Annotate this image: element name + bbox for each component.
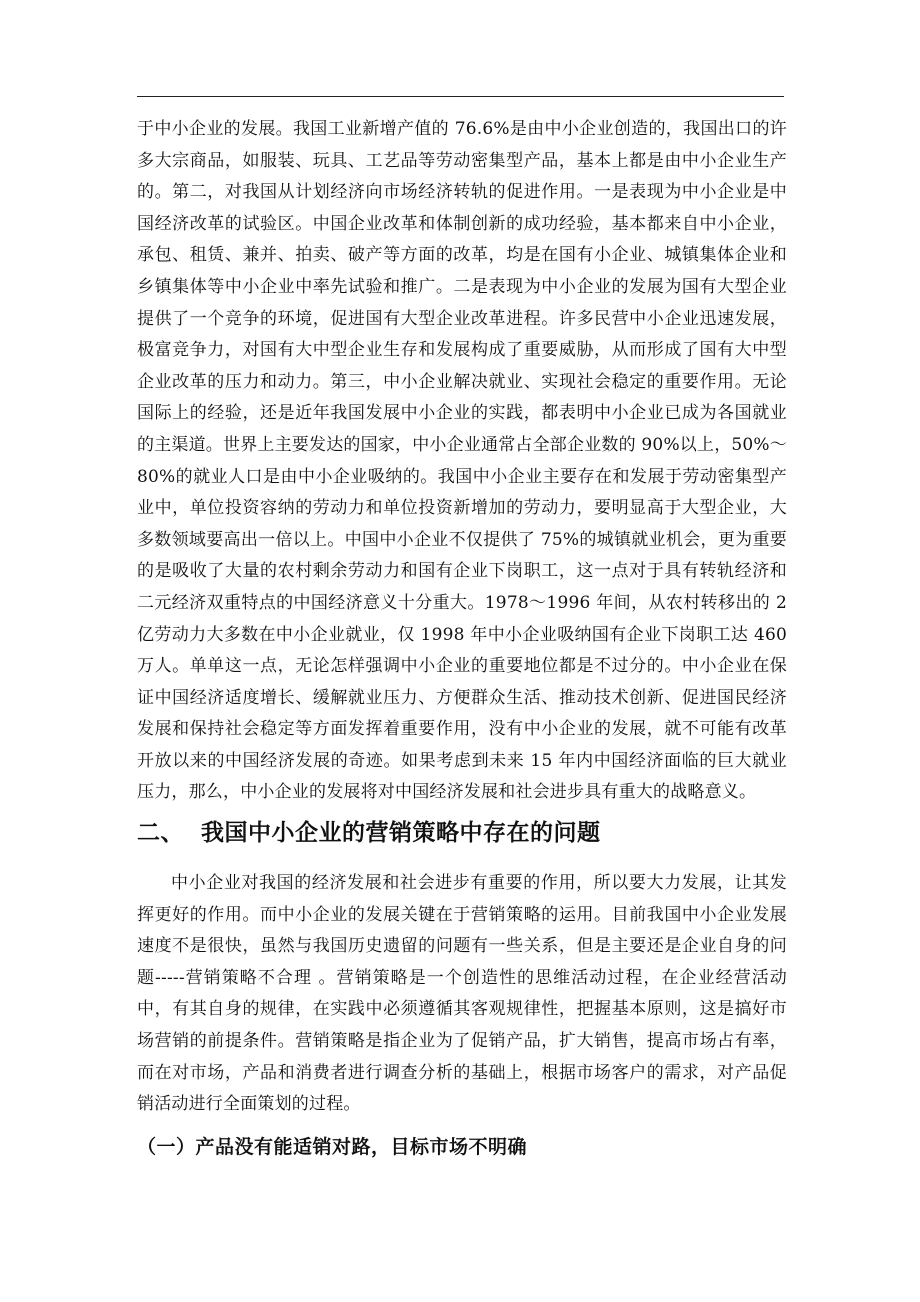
- body-paragraph-2: 中小企业对我国的经济发展和社会进步有重要的作用，所以要大力发展，让其发挥更好的作用。而中小企业的发展关键在于营销策略的运用。目前我国中小企业发展速度不是很快，虽然与我国历史遗留的问题有一些关系，但是主要还是企业自身的问题-----营销策略不合理 。营销策略是一个创造性的思维活动过程，在企业经营活动中，有其自身的规律，在实践中必须遵循其客观规律性，把握基本原则，这是搞好市场营销的前提条件。营销策略是指企业为了促销产品，扩大销售，提高市场占有率，而在对市场，产品和消费者进行调查分析的基础上，根据市场客户的需求，对产品促销活动进行全面策划的过程。: [137, 873, 787, 1115]
- subsection-heading: （一）产品没有能适销对路，目标市场不明确: [137, 1136, 528, 1158]
- section-heading: [137, 814, 601, 847]
- header-rule: [137, 96, 784, 97]
- section-title: 我国中小企业的营销策略中存在的问题: [201, 820, 601, 846]
- body-paragraph-1: 于中小企业的发展。我国工业新增产值的 76.6%是由中小企业创造的，我国出口的许多大宗商品，如服装、玩具、工艺品等劳动密集型产品，基本上都是由中小企业生产的。第二，对我国从计划经济向市场经济转轨的促进作用。一是表现为中小企业是中国经济改革的试验区。中国企业改革和体制创新的成功经验，基本都来自中小企业，承包、租赁、兼并、拍卖、破产等方面的改革，均是在国有小企业、城镇集体企业和乡镇集体等中小企业中率先试验和推广。二是表现为中小企业的发展为国有大型企业提供了一个竞争的环境，促进国有大型企业改革进程。许多民营中小企业迅速发展，极富竞争力，对国有大中型企业生存和发展构成了重要威胁，从而形成了国有大中型企业改革的压力和动力。第三，中小企业解决就业、实现社会稳定的重要作用。无论国际上的经验，还是近年我国发展中小企业的实践，都表明中小企业已成为各国就业的主渠道。世界上主要发达的国家，中小企业通常占全部企业数的 90%以上，50%～80%的就业人口是由中小企业吸纳的。我国中小企业主要存在和发展于劳动密集型产业中，单位投资容纳的劳动力和单位投资新增加的劳动力，要明显高于大型企业，大多数领域要高出一倍以上。中国中小企业不仅提供了 75%的城镇就业机会，更为重要的是吸收了大量的农村剩余劳动力和国有企业下岗职工，这一点对于具有转轨经济和二元经济双重特点的中国经济意义十分重大。1978～1996 年间，从农村转移出的 2 亿劳动力大多数在中小企业就业，仅 1998 年中小企业吸纳国有企业下岗职工达 460 万人。单单这一点，无论怎样强调中小企业的重要地位都是不过分的。中小企业在保证中国经济适度增长、缓解就业压力、方便群众生活、推动技术创新、促进国民经济发展和保持社会稳定等方面发挥着重要作用，没有中小企业的发展，就不可能有改革开放以来的中国经济发展的奇迹。如果考虑到未来 15 年内中国经济面临的巨大就业压力，那么，中小企业的发展将对中国经济发展和社会进步具有重大的战略意义。: [137, 119, 787, 803]
- section-number: 二、: [137, 820, 184, 846]
